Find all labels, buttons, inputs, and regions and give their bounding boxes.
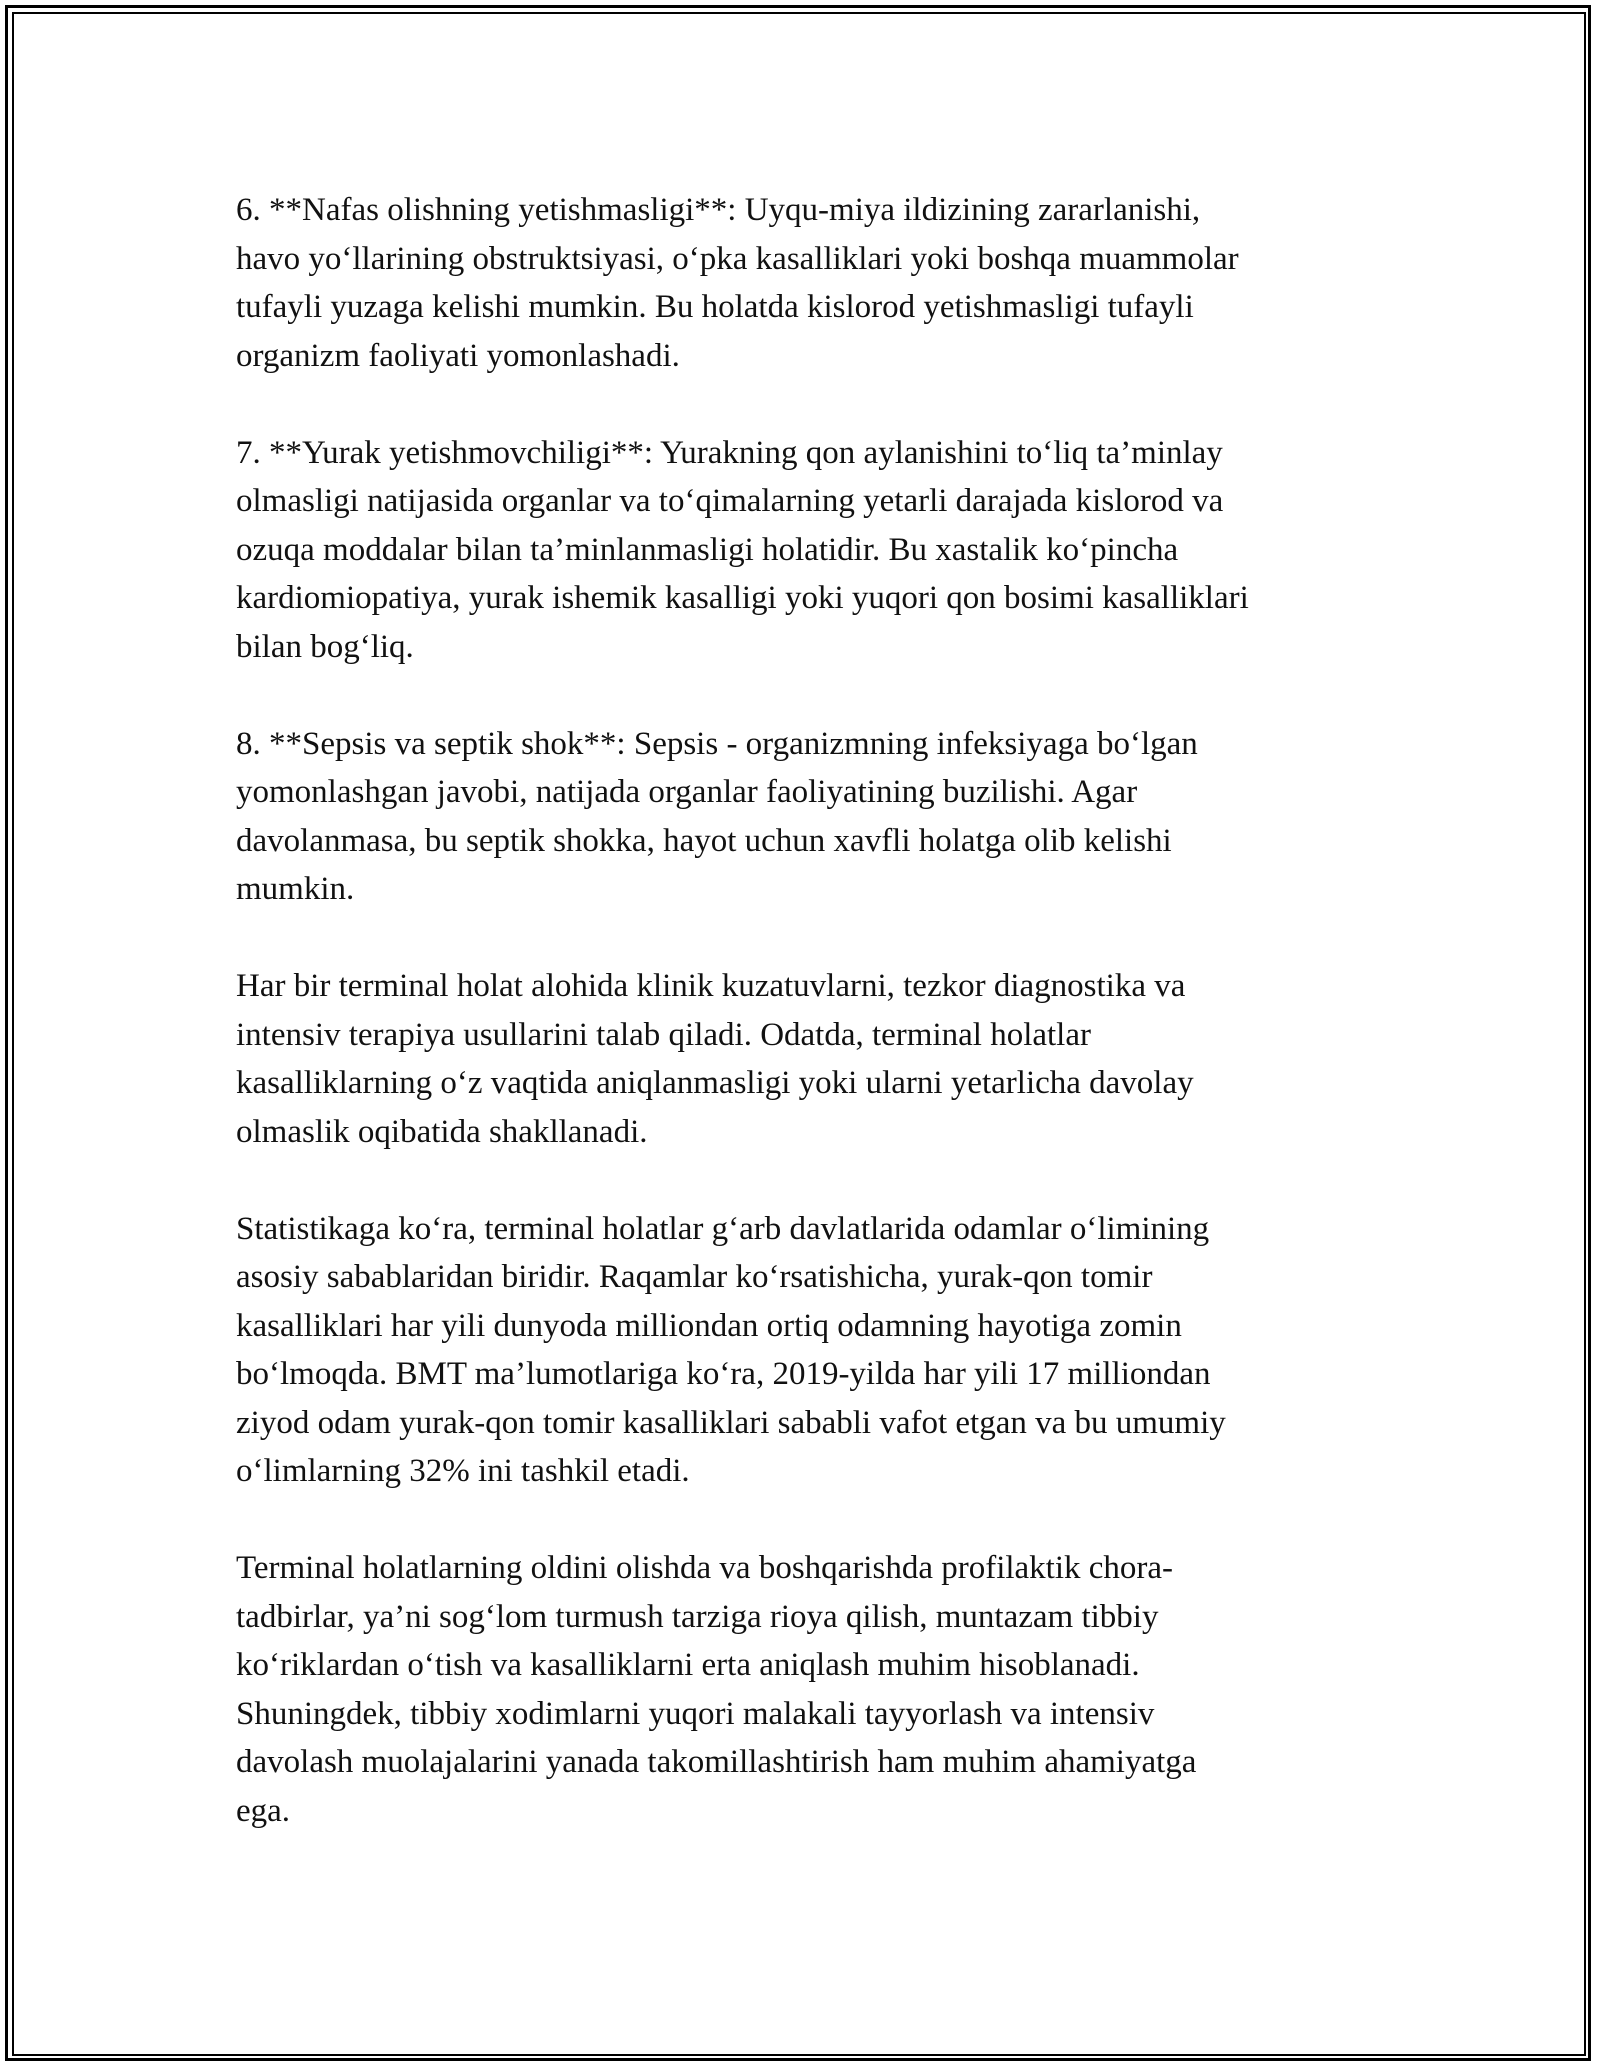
paragraph-terminal-conditions: Har bir terminal holat alohida klinik kuzatuvlarni, tezkor diagnostika va intensiv terapiya usullarini talab qiladi. Odatda, terminal holatlar kasalliklarning o‘z vaqtida aniqlanmasligi yoki ularni yetarlicha davolay olmaslik oqibatida shakllanadi. — [236, 968, 1194, 1150]
paragraph-respiratory-failure: 6. **Nafas olishning yetishmasligi**: Uyqu-miya ildizining zararlanishi, havo yo‘llarining obstruktsiyasi, o‘pka kasalliklari yoki boshqa muammolar tufayli yuzaga kelishi mumkin. Bu holatda kislorod yetishmasligi tufayli organizm faoliyati yomonlashadi. — [236, 192, 1239, 374]
document-body — [236, 186, 1366, 1884]
paragraph-prevention: Terminal holatlarning oldini olishda va boshqarishda profilaktik chora- tadbirlar, ya’ni sog‘lom turmush tarziga rioya qilish, muntazam tibbiy ko‘riklardan o‘tish va kasalliklarni erta aniqlash muhim hisoblanadi. Shuningdek, tibbiy xodimlarni yuqori malakali tayyorlash va intensiv davolash muolajalarini yanada takomillashtirish ham muhim ahamiyatga ega. — [236, 1550, 1197, 1829]
paragraph-statistics: Statistikaga ko‘ra, terminal holatlar g‘arb davlatlarida odamlar o‘limining asosiy sabablaridan biridir. Raqamlar ko‘rsatishicha, yurak-qon tomir kasalliklari har yili dunyoda milliondan ortiq odamning hayotiga zomin bo‘lmoqda. BMT ma’lumotlariga ko‘ra, 2019-yilda har yili 17 milliondan ziyod odam yurak-qon tomir kasalliklari sababli vafot etgan va bu umumiy o‘limlarning 32% ini tashkil etadi. — [236, 1210, 1226, 1489]
paragraph-sepsis: 8. **Sepsis va septik shok**: Sepsis - organizmning infeksiyaga bo‘lgan yomonlashgan javobi, natijada organlar faoliyatining buzilishi. Agar davolanmasa, bu septik shokka, hayot uchun xavfli holatga olib kelishi mumkin. — [236, 725, 1198, 907]
paragraph-heart-failure: 7. **Yurak yetishmovchiligi**: Yurakning qon aylanishini to‘liq ta’minlay olmasligi natijasida organlar va to‘qimalarning yetarli darajada kislorod va ozuqa moddalar bilan ta’minlanmasligi holatidir. Bu xastalik ko‘pincha kardiomiopatiya, yurak ishemik kasalligi yoki yuqori qon bosimi kasalliklari bilan bog‘liq. — [236, 434, 1249, 665]
